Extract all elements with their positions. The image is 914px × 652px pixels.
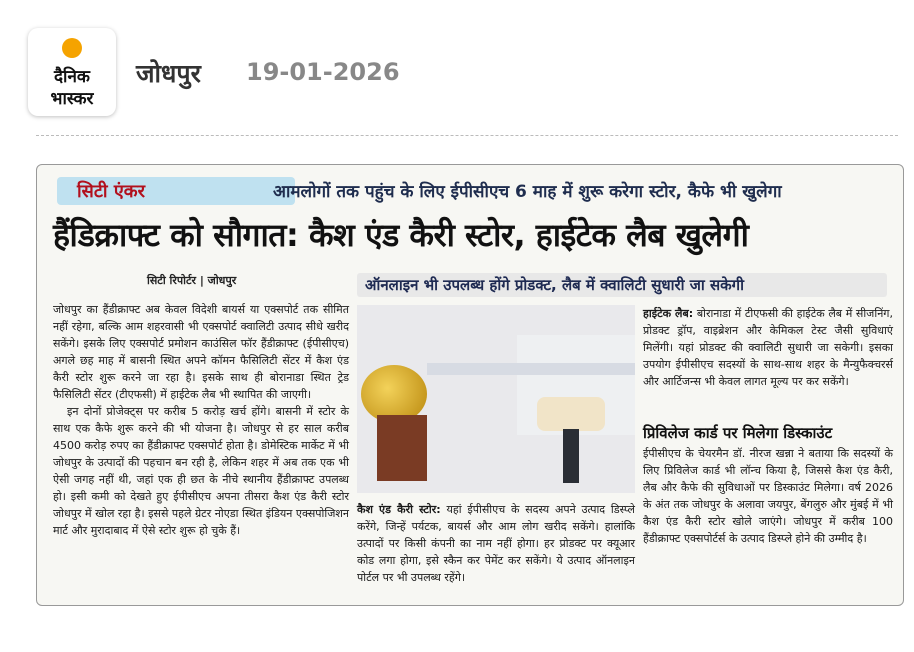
edition-date: 19-01-2026 [246,58,400,86]
article-column-1 [53,301,349,539]
article-byline: सिटी रिपोर्टर | जोधपुर [147,274,237,287]
gramophone-stand [377,415,427,481]
photo-headline-bar [357,273,887,297]
dainik-bhaskar-logo[interactable] [28,28,116,116]
page-edge-divider [36,135,898,146]
article-headline: हैंडिक्राफ्ट को सौगात: कैश एंड कैरी स्टोर, हाईटेक लैब खुलेगी [53,216,749,254]
edition-city: जोधपुर [136,59,201,88]
paragraph: इन दोनों प्रोजेक्ट्स पर करीब 5 करोड़ खर्च होंगे। बासनी में स्टोर के साथ एक कैफे शुरू करने की भी योजना है। जोधपुर से हर साल करीब 4500 करोड़ रुपए का हैंडीक्राफ्ट एक्सपोर्ट होता है। डोमेस्टिक मार्केट में भी जोधपुर के उत्पादों की पहचान बन रही है, लेकिन शहर में अब तक एक भी ऐसी जगह नहीं थी, जहां एक ही छत के नीचे स्थानीय हैंडीक्राफ्ट उपलब्ध हो। इसी कमी को देखते हुए ईपीसीएच अपना तीसरा कैश एंड कैरी स्टोर जोधपुर में खोल रहा है। इससे पहले ग्रेटर नोएडा स्थित इंडियन एक्सपोजिशन मार्ट और मुरादाबाद में ऐसे स्टोर शुरू हो चुके हैं। [53,405,349,537]
table-lamp-shade [537,397,605,431]
sun-icon [62,38,82,58]
photo-shelf [427,363,635,375]
article-column-3-continued [643,445,893,547]
article-photo [357,305,635,493]
kicker-label: सिटी एंकर [77,181,145,202]
column-lead: हाईटेक लैब: [643,307,694,320]
epaper-header [0,0,914,140]
caption-lead: कैश एंड कैरी स्टोर: [357,503,441,516]
paragraph: ईपीसीएच के चेयरमैन डॉ. नीरज खन्ना ने बताया कि सदस्यों के लिए प्रिविलेज कार्ड भी लॉन्च किया है, जिससे कैश एंड कैरी, लैब और कैफे की सुविधाओं पर डिस्काउंट मिलेगा। वर्ष 2026 के अंत तक जोधपुर के अलावा जयपुर, बेंगलुरु और मुंबई में भी कैश एंड कैरी स्टोर खोले जाएंगे। जोधपुर में करीब 100 हैंडीक्राफ्ट एक्सपोर्टर्स के उत्पाद डिस्प्ले होने की उम्मीद है। [643,447,893,545]
article-deck: आमलोगों तक पहुंच के लिए ईपीसीएच 6 माह में शुरू करेगा स्टोर, कैफे भी खुलेगा [273,182,782,202]
kicker-badge [57,177,295,205]
photo-headline: ऑनलाइन भी उपलब्ध होंगे प्रोडक्ट, लैब में क्वालिटी सुधारी जा सकेगी [365,276,744,294]
photo-caption [357,501,635,586]
article-subhead: प्रिविलेज कार्ड पर मिलेगा डिस्काउंट [643,424,833,442]
table-lamp-base [563,429,579,483]
paragraph: जोधपुर का हैंडीक्राफ्ट अब केवल विदेशी बायर्स या एक्सपोर्ट तक सीमित नहीं रहेगा, बल्कि आम शहरवासी भी एक्सपोर्ट क्वालिटी उत्पाद सीधे खरीद सकेंगे। इसके लिए एक्सपोर्ट प्रमोशन काउंसिल फॉर हैंडीक्राफ्ट (ईपीसीएच) अगले छह माह में बासनी स्थित अपने कॉमन फैसिलिटी सेंटर में कैश एंड कैरी स्टोर शुरू करने जा रहा है। इसके साथ ही बोरानाडा स्थित ट्रेड फैसिलिटी सेंटर (टीएफसी) में हाईटेक लैब भी स्थापित की जाएगी। [53,303,349,401]
logo-text-line1: दैनिक [54,67,90,87]
logo-text-line2: भास्कर [50,89,94,109]
caption-text: यहां ईपीसीएच के सदस्य अपने उत्पाद डिस्प्ले करेंगे, जिन्हें पर्यटक, बायर्स और आम लोग खरीद सकेंगे। हालांकि उत्पादों पर किसी कंपनी का नाम नहीं होगा। हर प्रोडक्ट पर क्यूआर कोड लगा होगा, इसे स्कैन कर पेमेंट कर सकेंगे। ये उत्पाद ऑनलाइन पोर्टल पर भी उपलब्ध रहेंगे। [357,503,635,584]
news-clipping [36,164,904,606]
article-column-3 [643,305,893,390]
paragraph: बोरानाडा में टीएफसी की हाईटेक लैब में सीजनिंग, प्रोडक्ट ड्रॉप, वाइब्रेशन और केमिकल टेस्ट जैसी सुविधाएं मिलेंगी। यहां प्रोडक्ट की क्वालिटी सुधारी जा सकेगी। इसका उपयोग ईपीसीएच सदस्यों के साथ-साथ शहर के मैन्युफैक्चरर्स और आर्टिजन्स भी केवल लागत मूल्य पर कर सकेंगे। [643,307,893,388]
